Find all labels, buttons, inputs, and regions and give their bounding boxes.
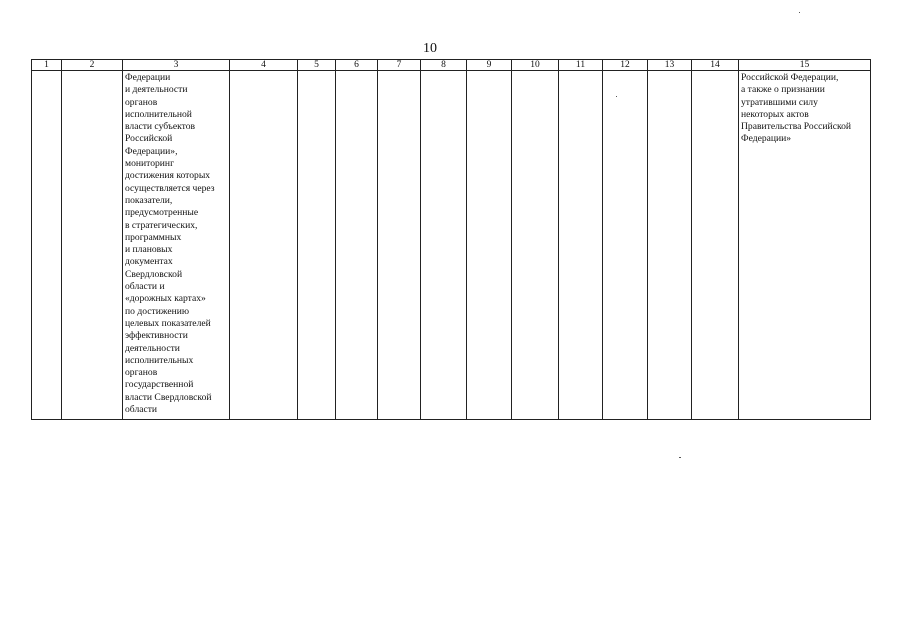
table-cell-9	[467, 71, 512, 420]
table-cell-13	[648, 71, 692, 420]
table-cell-8	[421, 71, 467, 420]
scan-speck	[679, 457, 681, 458]
column-header-13: 13	[648, 60, 692, 71]
header-row	[32, 60, 871, 71]
table-cell-15	[739, 71, 871, 420]
column-header-11: 11	[559, 60, 603, 71]
scan-speck	[616, 96, 617, 97]
table-cell-14	[692, 71, 739, 420]
table-cell-2	[62, 71, 123, 420]
scan-speck	[799, 12, 800, 13]
table-cell-7	[378, 71, 421, 420]
table-cell-5	[298, 71, 336, 420]
column-header-9: 9	[467, 60, 512, 71]
column-header-2: 2	[62, 60, 123, 71]
column-header-12: 12	[603, 60, 648, 71]
column-header-14: 14	[692, 60, 739, 71]
table-cell-1	[32, 71, 62, 420]
table-cell-4	[230, 71, 298, 420]
column-header-15: 15	[739, 60, 871, 71]
column-header-7: 7	[378, 60, 421, 71]
column-header-6: 6	[336, 60, 378, 71]
document-table	[31, 59, 871, 420]
column-header-10: 10	[512, 60, 559, 71]
table-row	[32, 71, 871, 420]
table-cell-3	[123, 71, 230, 420]
column-header-1: 1	[32, 60, 62, 71]
table-cell-11	[559, 71, 603, 420]
cell-text-col15: Российской Федерации, а также о признании утратившими силу некоторых актов Правительства Российской Федерации»	[741, 72, 852, 145]
column-header-5: 5	[298, 60, 336, 71]
column-header-4: 4	[230, 60, 298, 71]
table-cell-12	[603, 71, 648, 420]
column-header-3: 3	[123, 60, 230, 71]
table-cell-10	[512, 71, 559, 420]
cell-text-col3: Федерации и деятельности органов исполнительной власти субъектов Российской Федерации», мониторинг достижения которых осуществляется через показатели, предусмотренные в стратегических, программных и плановых документах Свердловской области и «дорожных картах» по достижению целевых показателей эффективности деятельности исполнительных органов государственной власти Свердловской области	[125, 72, 215, 416]
table-cell-6	[336, 71, 378, 420]
column-header-8: 8	[421, 60, 467, 71]
page-number: 10	[423, 41, 437, 56]
